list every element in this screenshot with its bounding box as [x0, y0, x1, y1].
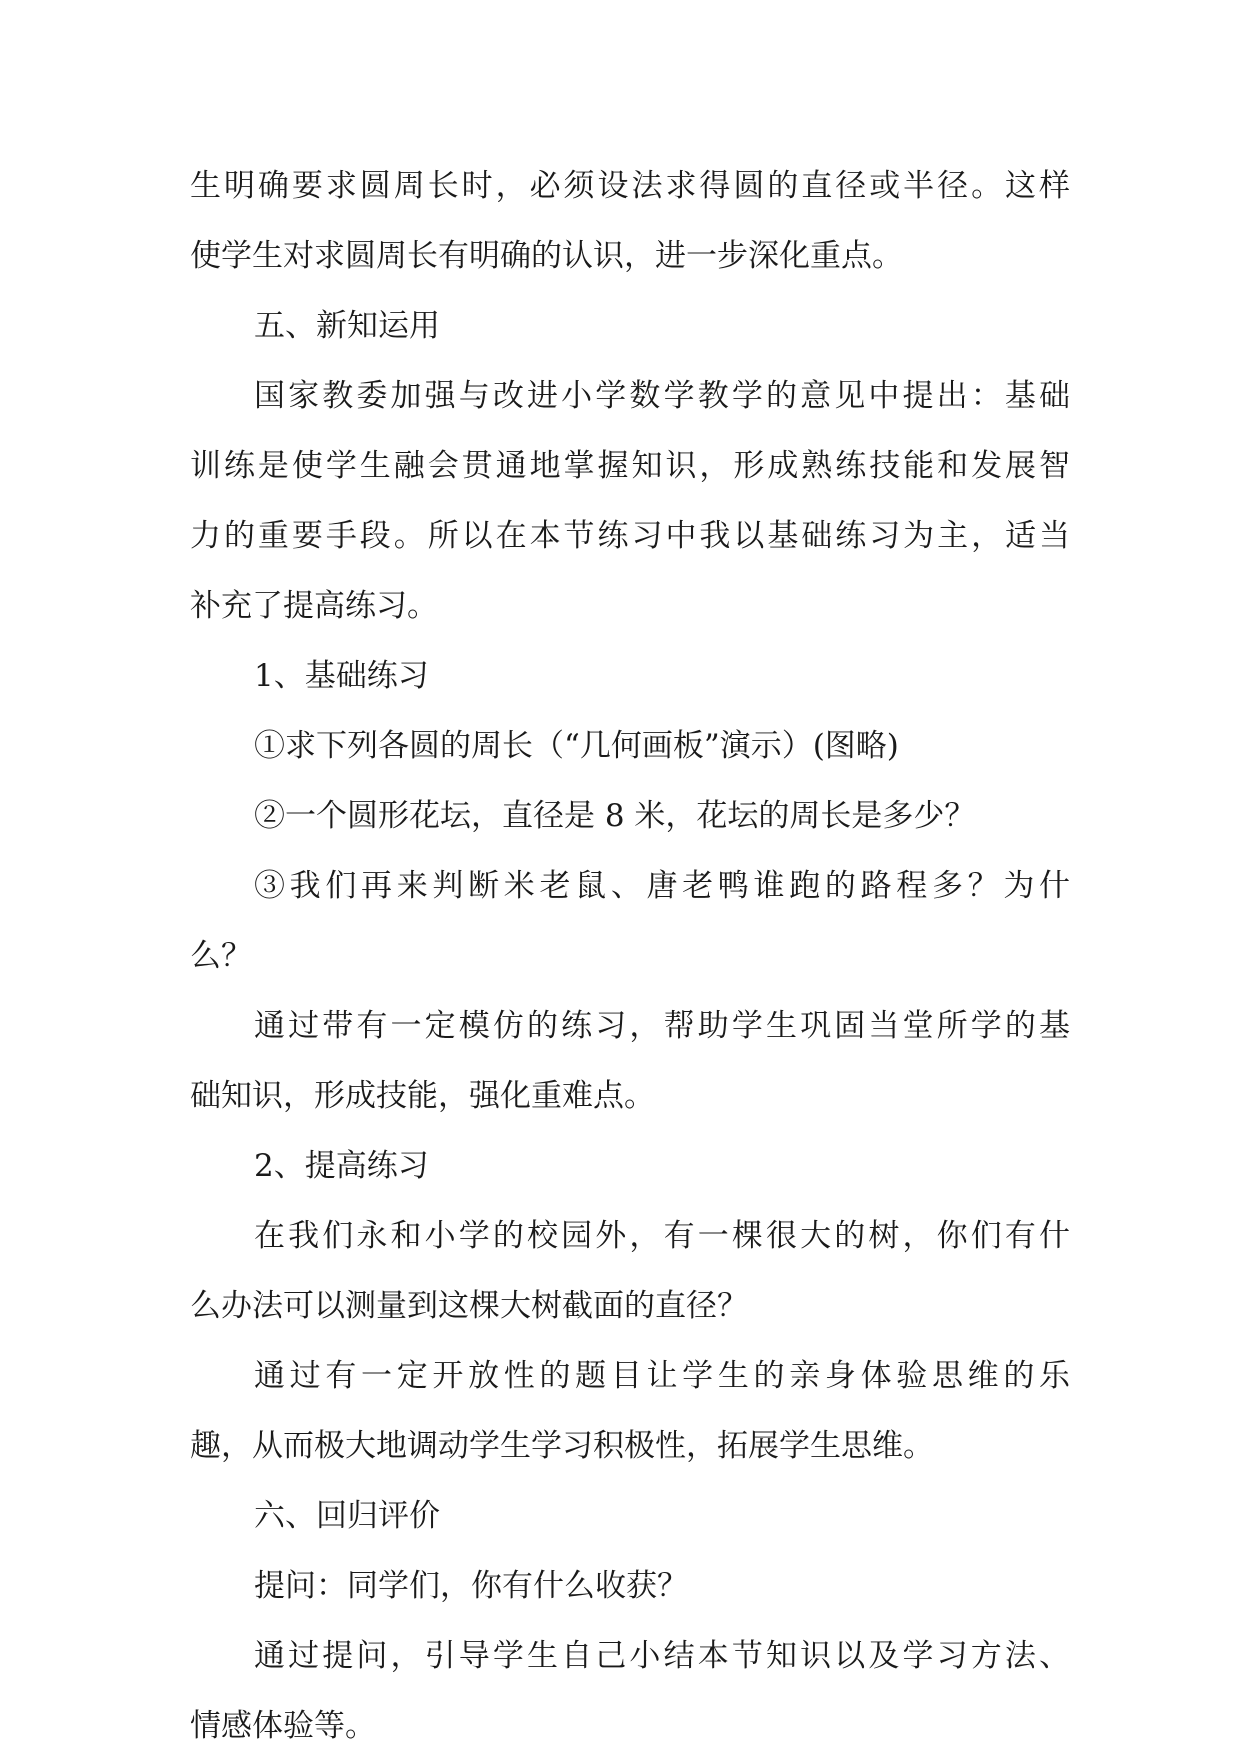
subsection-heading: 1、基础练习 [254, 658, 429, 694]
text-line: 趣，从而极大地调动学生学习积极性，拓展学生思维。 [190, 1428, 934, 1464]
text-line: 通过带有一定模仿的练习，帮助学生巩固当堂所学的基 [254, 1008, 1070, 1044]
text-line: 提问：同学们，你有什么收获？ [254, 1568, 688, 1604]
text-line: 国家教委加强与改进小学数学教学的意见中提出：基础 [254, 378, 1070, 414]
subsection-heading: 2、提高练习 [254, 1148, 429, 1184]
list-item: ②一个圆形花坛，直径是 8 米，花坛的周长是多少？ [254, 798, 976, 834]
text-line: 础知识，形成技能，强化重难点。 [190, 1078, 655, 1114]
text-line: 么办法可以测量到这棵大树截面的直径？ [190, 1288, 748, 1324]
section-heading: 五、新知运用 [254, 308, 440, 344]
text-line: 使学生对求圆周长有明确的认识，进一步深化重点。 [190, 238, 903, 274]
text-line: 训练是使学生融会贯通地掌握知识，形成熟练技能和发展智 [190, 448, 1070, 484]
text-line: 生明确要求圆周长时，必须设法求得圆的直径或半径。这样 [190, 168, 1070, 204]
text-line: 情感体验等。 [190, 1708, 376, 1744]
section-heading: 六、回归评价 [254, 1498, 440, 1534]
text-line: 通过提问，引导学生自己小结本节知识以及学习方法、 [254, 1638, 1070, 1674]
text-line: 力的重要手段。所以在本节练习中我以基础练习为主，适当 [190, 518, 1070, 554]
list-item: ①求下列各圆的周长（“几何画板”演示）(图略) [254, 728, 899, 764]
text-line: 通过有一定开放性的题目让学生的亲身体验思维的乐 [254, 1358, 1070, 1394]
text-line: 么？ [190, 938, 252, 974]
list-item: ③我们再来判断米老鼠、唐老鸭谁跑的路程多？为什 [254, 868, 1070, 904]
text-line: 在我们永和小学的校园外，有一棵很大的树，你们有什 [254, 1218, 1070, 1254]
text-line: 补充了提高练习。 [190, 588, 438, 624]
